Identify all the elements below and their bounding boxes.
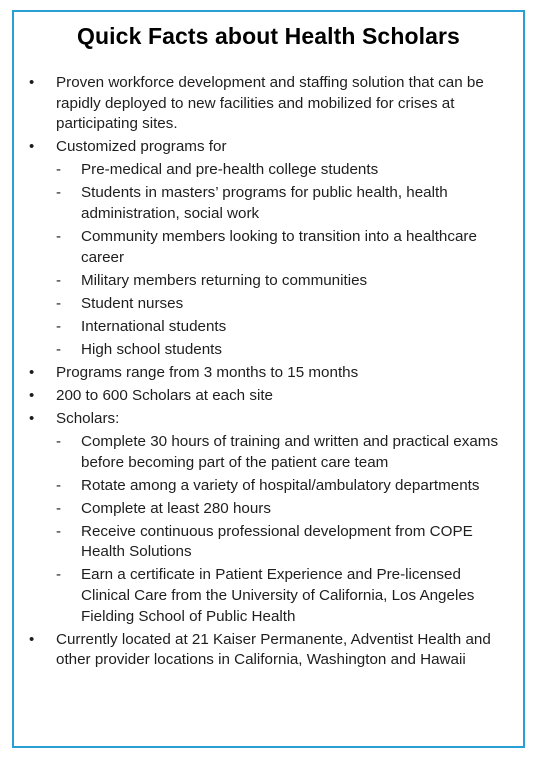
dash-icon: - [56, 271, 62, 289]
fact-text: Programs range from 3 months to 15 months [56, 363, 359, 381]
fact-subitem-text: Earn a certificate in Patient Experience and Pre-licensed Clinical Care from the University of California, Los Angeles Fielding School of Public Health [81, 566, 475, 625]
fact-text: Customized programs for [56, 138, 227, 156]
fact-sublist [56, 432, 514, 628]
fact-item [14, 409, 524, 628]
fact-subitem [56, 294, 514, 315]
dash-icon: - [56, 432, 62, 450]
fact-subitem [56, 227, 514, 268]
fact-subitem [56, 522, 514, 563]
bullet-icon: • [29, 74, 35, 91]
fact-subitem [56, 476, 514, 497]
dash-icon: - [56, 184, 62, 202]
fact-text: Scholars: [56, 409, 120, 427]
fact-subitem-text: Complete 30 hours of training and written and practical exams before becoming part of the patient care team [81, 432, 499, 471]
bullet-icon: • [29, 409, 35, 427]
fact-item [14, 137, 524, 360]
fact-subitem-text: Pre-medical and pre-health college students [81, 161, 379, 179]
fact-text: 200 to 600 Scholars at each site [56, 386, 273, 404]
panel-title: Quick Facts about Health Scholars [77, 23, 460, 49]
fact-subitem-text: Student nurses [81, 294, 184, 312]
fact-subitem [56, 340, 514, 361]
fact-subitem [56, 317, 514, 338]
fact-subitem [56, 160, 514, 181]
fact-item [14, 630, 524, 671]
fact-item [14, 363, 524, 384]
fact-text: Currently located at 21 Kaiser Permanente, Adventist Health and other provider locations in California, Washington and Hawaii [56, 630, 491, 669]
dash-icon: - [56, 522, 62, 540]
bullet-icon: • [29, 138, 35, 156]
bullet-icon: • [29, 386, 35, 404]
fact-subitem-text: Complete at least 280 hours [81, 499, 271, 517]
fact-sublist [56, 160, 514, 360]
fact-subitem-text: Military members returning to communities [81, 271, 368, 289]
fact-text: Proven workforce development and staffing solution that can be rapidly deployed to new facilities and mobilized for crises at participating sites. [56, 74, 484, 133]
dash-icon: - [56, 294, 62, 312]
fact-subitem-text: High school students [81, 340, 222, 358]
fact-subitem [56, 271, 514, 292]
fact-subitem-text: Students in masters’ programs for public health, health administration, social work [81, 184, 448, 223]
bullet-icon: • [29, 630, 35, 648]
fact-subitem-text: Receive continuous professional development from COPE Health Solutions [81, 522, 473, 561]
fact-subitem [56, 499, 514, 520]
fact-item [14, 73, 524, 135]
fact-subitem-text: Community members looking to transition into a healthcare career [81, 228, 477, 266]
dash-icon: - [56, 161, 62, 179]
fact-item [14, 386, 524, 407]
bullet-icon: • [29, 363, 35, 381]
fact-subitem [56, 183, 514, 224]
dash-icon: - [56, 228, 62, 246]
fact-subitem [56, 565, 514, 627]
facts-list [14, 73, 524, 671]
fact-subitem [56, 432, 514, 473]
fact-subitem-text: International students [81, 317, 227, 335]
dash-icon: - [56, 340, 62, 358]
dash-icon: - [56, 499, 62, 517]
dash-icon: - [56, 317, 62, 335]
dash-icon: - [56, 566, 62, 584]
facts-content [14, 73, 524, 673]
fact-subitem-text: Rotate among a variety of hospital/ambulatory departments [81, 476, 480, 494]
quick-facts-panel [12, 10, 525, 748]
dash-icon: - [56, 476, 62, 494]
